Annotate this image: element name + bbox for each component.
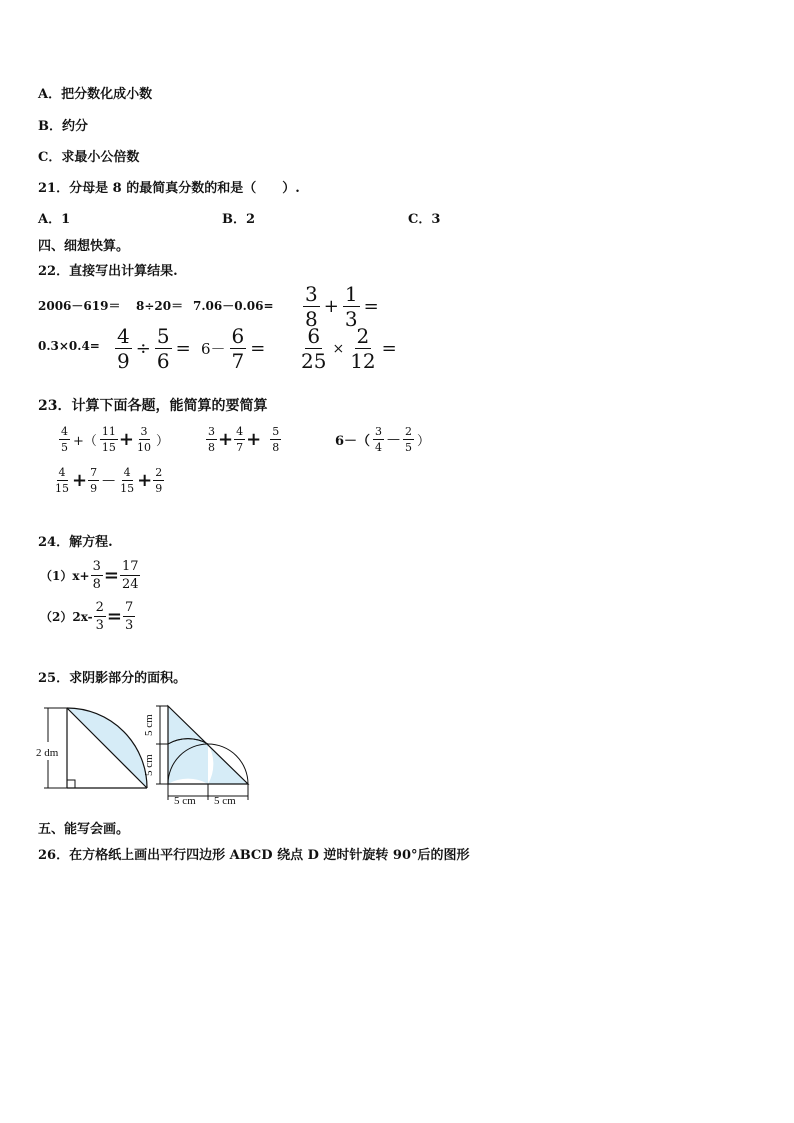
q21-option-b: B．2 [222,212,256,227]
q22-stem: 22．直接写出计算结果. [38,264,178,279]
q22-expr-4: $\frac{3}{8}$ + $\frac{1}{3}$ = [305,282,379,331]
q23-expr-4: $\frac{4}{15}$ + $\frac{7}{9}$ — $\frac{4}{15}$ + $\frac{2}{9}$ [55,466,163,495]
q22-expr-6: $\frac{4}{9}$ ÷ $\frac{5}{6}$ = [117,324,191,373]
q26-stem: 26．在方格纸上画出平行四边形 ABCD 绕点 D 逆时针旋转 90°后的图形 [38,848,470,863]
option-b: B．约分 [38,119,88,134]
q25-stem: 25．求阴影部分的面积。 [38,671,187,686]
dimension-label-bottom-2: 5 cm [214,795,236,806]
dimension-label-top: 5 cm [143,714,155,736]
q21-option-c: C．3 [408,212,441,227]
section-5-heading: 五、能写会画。 [38,822,130,837]
q21-option-a: A．1 [38,212,71,227]
option-c: C．求最小公倍数 [38,150,140,165]
section-4-heading: 四、细想快算。 [38,239,130,254]
q23-expr-3: 6－（ $\frac{3}{4}$ — $\frac{2}{5}$ ） [335,425,431,454]
q22-expr-1: 2006－619＝ [38,299,121,313]
q24-stem: 24．解方程. [38,535,113,550]
q22-expr-2: 8÷20＝ [136,299,184,313]
q24-equation-2: （2）2x- $\frac{2}{3}$ = $\frac{7}{3}$ [40,600,134,633]
q23-expr-1: $\frac{4}{5}$ +（ $\frac{11}{15}$ + $\frac{3}{10}$ ） [61,425,170,454]
fraction: $\frac{3}{8}$ [305,282,318,331]
dimension-label: 2 dm [36,747,59,759]
q21-stem: 21．分母是 8 的最简真分数的和是（ ）. [38,181,300,196]
figure-triangle-arcs [138,700,254,806]
q22-expr-7: 6－ $\frac{6}{7}$ = [201,324,266,373]
q24-equation-1: （1）x+ $\frac{3}{8}$ = $\frac{17}{24}$ [40,559,139,592]
q22-expr-3: 7.06－0.06= [193,299,274,313]
q23-expr-2: $\frac{3}{8}$ + $\frac{4}{7}$ + $\frac{5}{8}$ [208,425,280,454]
option-a: A．把分数化成小数 [38,87,153,102]
q22-expr-5: 0.3×0.4= [38,339,100,353]
q23-stem: 23．计算下面各题，能简算的要简算 [38,398,268,414]
dimension-label-bottom-1: 5 cm [174,795,196,806]
q22-expr-8: $\frac{6}{25}$ × $\frac{2}{12}$ = [301,324,397,373]
dimension-label-mid: 5 cm [143,754,155,776]
fraction: $\frac{1}{3}$ [344,282,358,331]
